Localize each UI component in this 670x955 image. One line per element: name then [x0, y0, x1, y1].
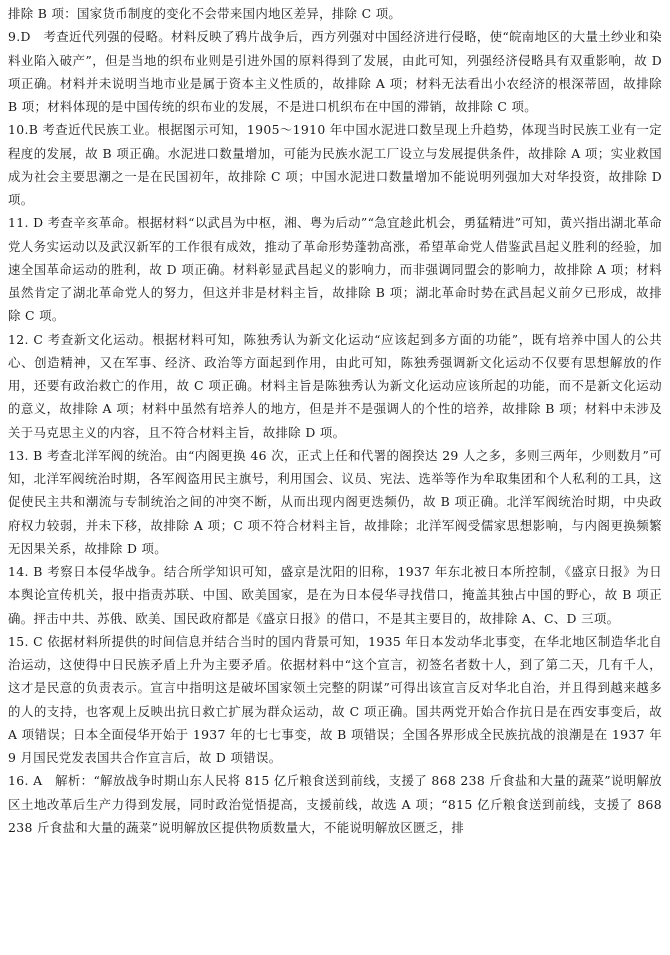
- paragraph-q9: 9.D 考查近代列强的侵略。材料反映了鸦片战争后，西方列强对中国经济进行侵略，使“皖南地区的大量土纱业和染料业陷入破产”，但是当地的织布业则是引进外国的原料得到了发展，由此可知，列强经济侵略具有双重影响，故 D 项正确。材料并未说明当地市业是属于资本主义性质的，故排除 A 项；材料无法看出小农经济的根深蒂固，故排除 B 项；材料体现的是中国传统的织布业的发展，不是进口机织布在中国的滞销，故排除 C 项。: [8, 29, 662, 114]
- paragraph-q12: 12. C 考查新文化运动。根据材料可知，陈独秀认为新文化运动“应该起到多方面的功能”，既有培养中国人的公共心、创造精神，又在军事、经济、政治等方面起到作用，由此可知，陈独秀强调新文化运动不仅要有思想解放的作用，还要有政治救亡的作用，故 C 项正确。材料主旨是陈独秀认为新文化运动应该所起的功能，而不是新文化运动的意义，故排除 A 项；材料中虽然有培养人的地方，但是并不是强调人的个性的培养，故排除 B 项；材料中未涉及关于马克思主义的内容，且不符合材料主旨，故排除 D 项。: [8, 331, 662, 440]
- paragraph-q13: 13. B 考查北洋军阀的统治。由“内阁更换 46 次，正式上任和代署的阁揆达 29 人之多，多则三两年，少则数月”可知，北洋军阀统治时期，各军阀盗用民主旗号，利用国会、议员、宪法、选举等作为牟取集团和个人私利的工具，这促使民主共和潮流与专制统治之间的冲突不断，从而出现内阁更迭频仍，故 B 项正确。北洋军阀统治时期，中央政府权力较弱，并未下移，故排除 A 项；C 项不符合材料主旨，故排除；北洋军阀受儒家思想影响，与内阁更换频繁无因果关系，故排除 D 项。: [8, 447, 662, 556]
- paragraph-q14: 14. B 考察日本侵华战争。结合所学知识可知，盛京是沈阳的旧称，1937 年东北被日本所控制，《盛京日报》为日本舆论宣传机关，报中指责苏联、中国、欧美国家，是在为日本侵华寻找借口，掩盖其独占中国的野心，故 B 项正确。抨击中共、苏俄、欧美、国民政府都是《盛京日报》的借口，不是其主要目的，故排除 A、C、D 三项。: [8, 564, 662, 626]
- paragraph-8-tail: 排除 B 项：国家货币制度的变化不会带来国内地区差异，排除 C 项。: [8, 6, 402, 21]
- paragraph-q16: 16. A 解析：“解放战争时期山东人民将 815 亿斤粮食送到前线，支援了 868 238 斤食盐和大量的蔬菜”说明解放区土地改革后生产力得到发展，同时政治觉悟提高，支援前线，故选 A 项；“815 亿斤粮食送到前线，支援了 868 238 斤食盐和大量的蔬菜”说明解放区提供物质数量大，不能说明解放区匮乏，排: [8, 773, 662, 835]
- paragraph-q15: 15. C 依据材料所提供的时间信息并结合当时的国内背景可知，1935 年日本发动华北事变，在华北地区制造华北自治运动，这使得中日民族矛盾上升为主要矛盾。依据材料中“这个宣言，初签名者数十人，到了第二天，几有千人，这才是民意的负责表示。宣言中指明这是破坏国家领土完整的阴谋”可得出该宣言反对华北自治，并且得到越来越多的人的支持，也客观上反映出抗日救亡扩展为群众运动，故 C 项正确。国共两党开始合作抗日是在西安事变后，故 A 项错误；日本全面侵华开始于 1937 年的七七事变，故 B 项错误；全国各界形成全民族抗战的浪潮是在 1937 年 9 月国民党发表国共合作宣言后，故 D 项错误。: [8, 633, 662, 765]
- paragraph-q10: 10.B 考查近代民族工业。根据图示可知，1905～1910 年中国水泥进口数呈现上升趋势，体现当时民族工业有一定程度的发展，故 B 项正确。水泥进口数量增加，可能为民族水泥工厂设立与发展提供条件，故排除 A 项；实业救国成为社会主要思潮之一是在民国初年，故排除 C 项；中国水泥进口数量增加不能说明列强加大对华投资，故排除 D 项。: [8, 122, 662, 207]
- paragraph-q11: 11. D 考查辛亥革命。根据材料“以武昌为中枢，湘、粤为后动”“急宜趁此机会，勇猛精进”可知，黄兴指出湖北革命党人务实运动以及武汉新军的工作很有成效，推动了革命形势蓬勃高涨，希望革命党人借鉴武昌起义胜利的经验，加速全国革命运动的胜利，故 D 项正确。材料彰显武昌起义的影响力，而非强调同盟会的影响力，故排除 A 项；材料虽然肯定了湖北革命党人的努力，但这并非是材料主旨，故排除 B 项；湖北革命时势在武昌起义前夕已形成，故排除 C 项。: [8, 215, 662, 324]
